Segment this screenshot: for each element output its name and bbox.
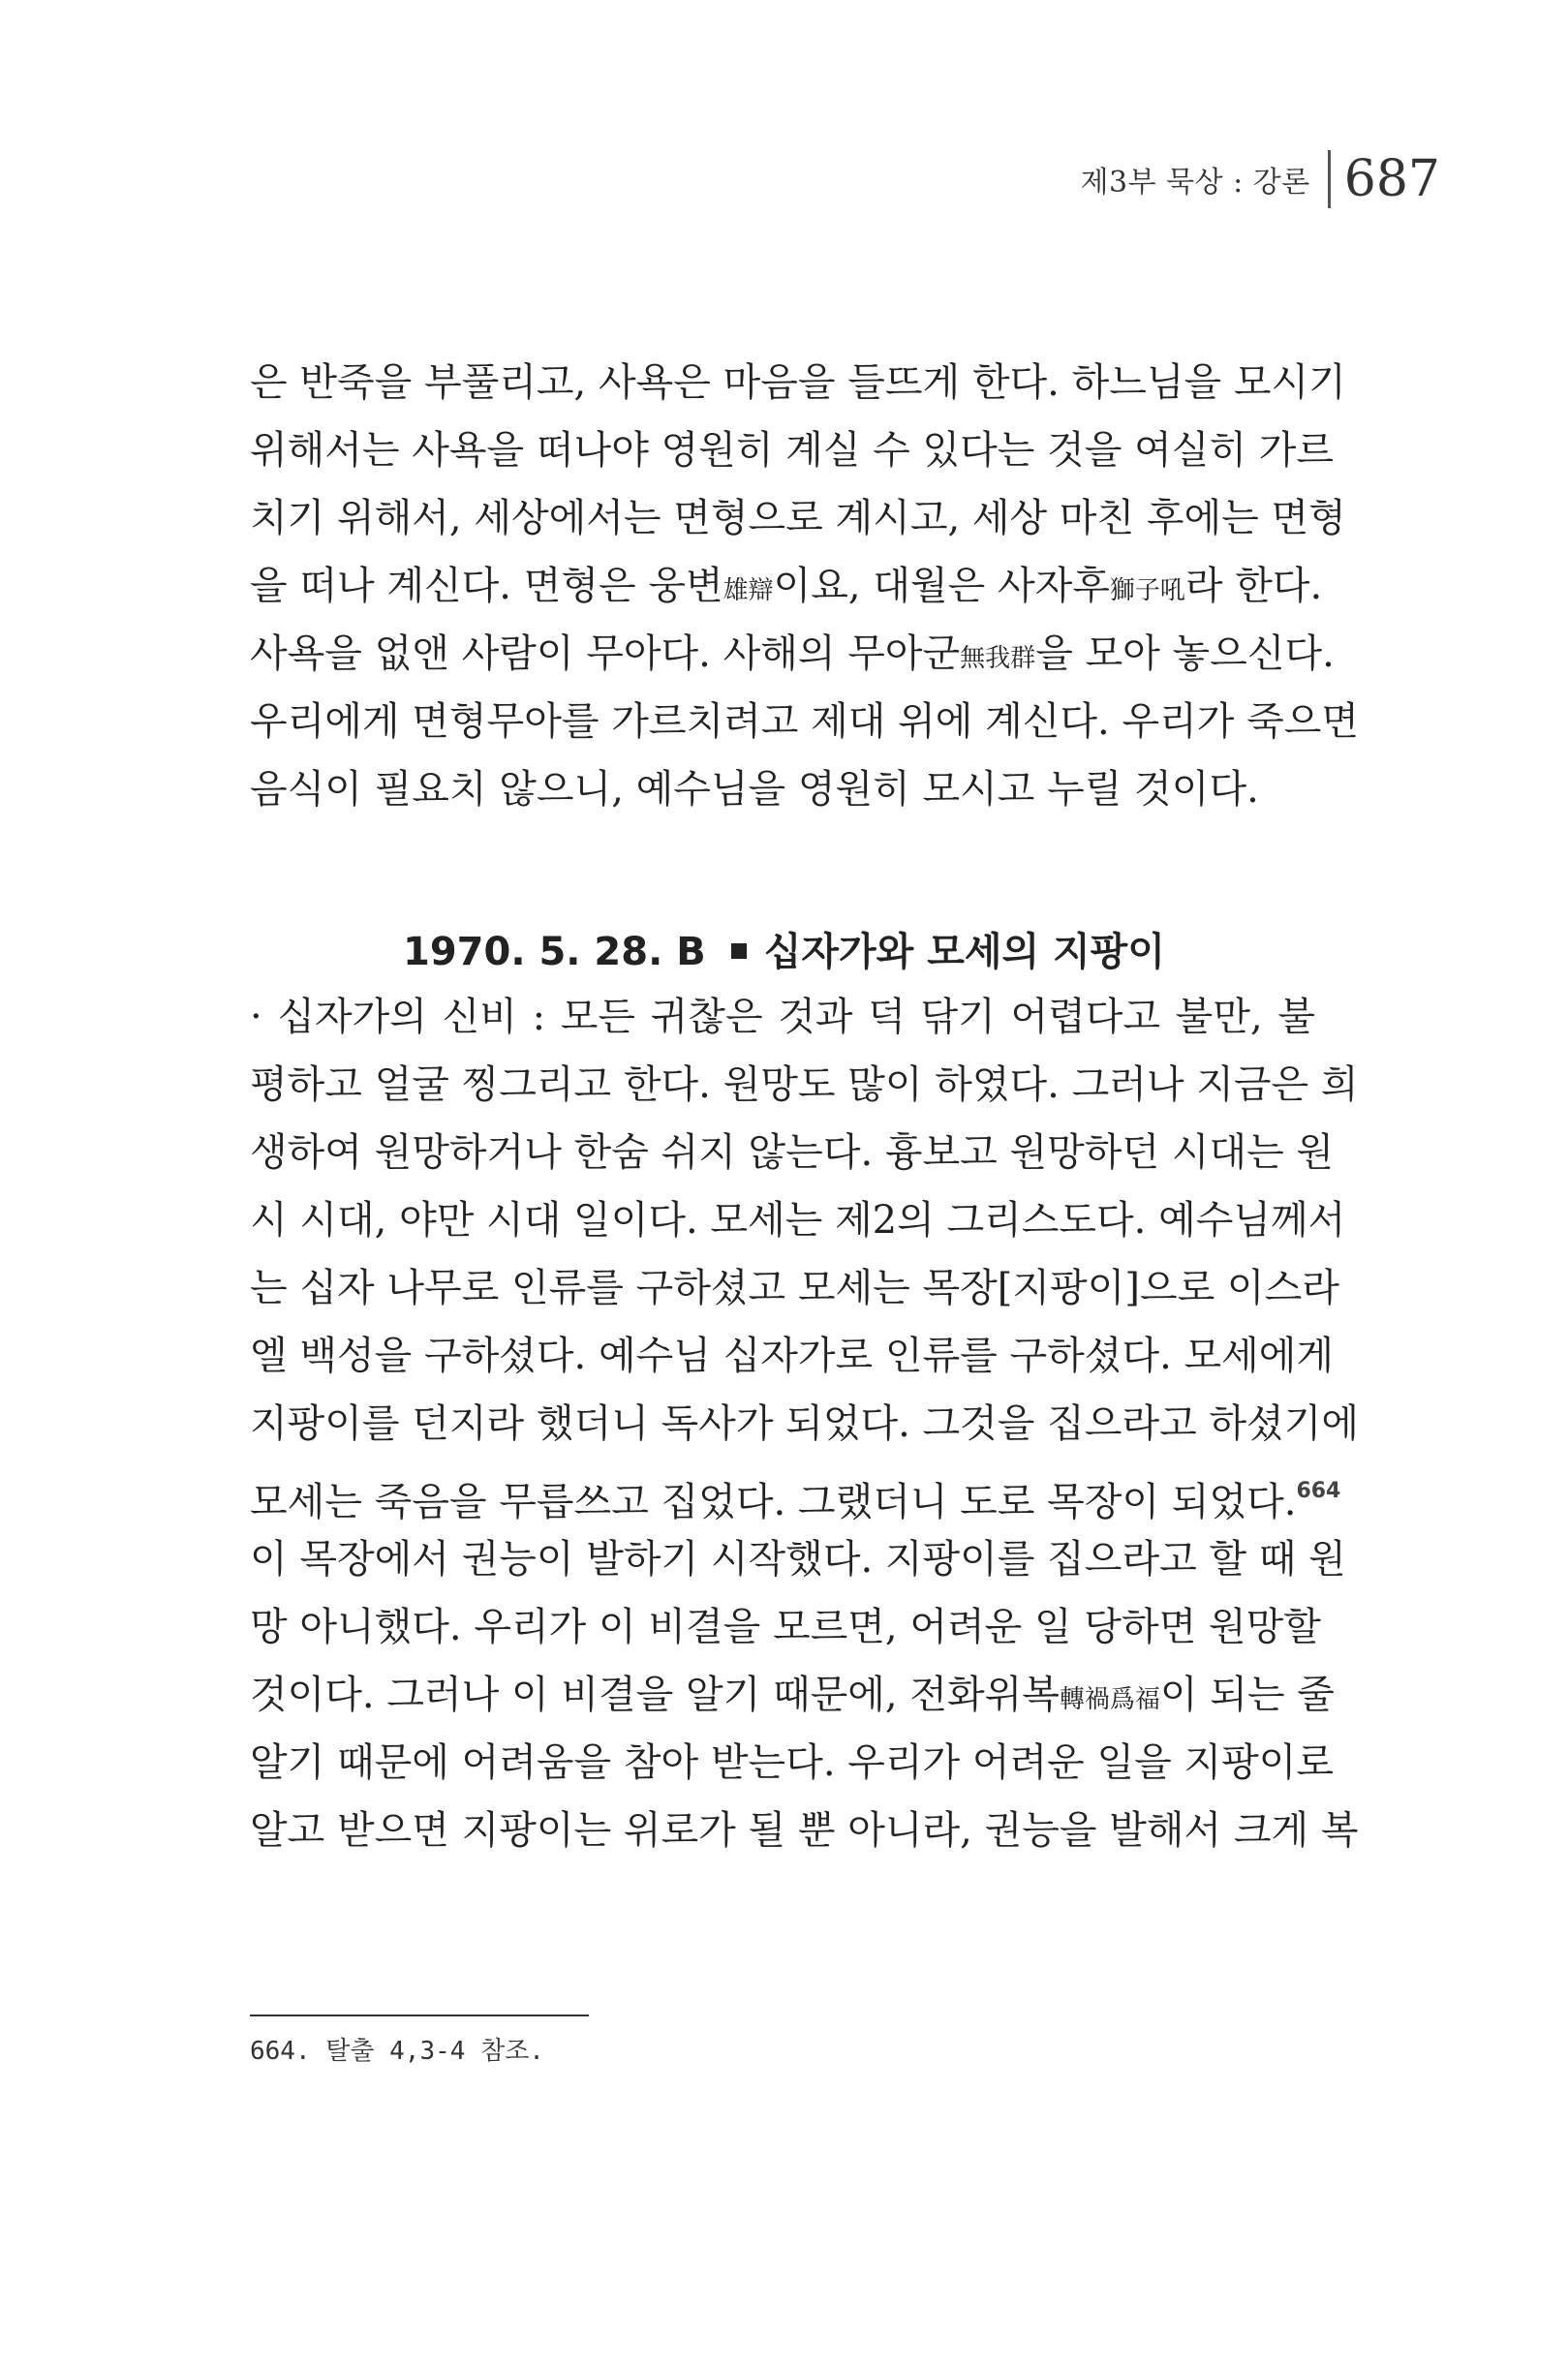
heading-title: 십자가와 모세의 지팡이	[763, 930, 1165, 974]
text-line: 위해서는 사욕을 떠나야 영원히 계실 수 있다는 것을 여실히 가르	[250, 428, 1335, 473]
sermon-paragraph	[250, 983, 1359, 1864]
text-line: 망 아니했다. 우리가 이 비결을 모르면, 어려운 일 당하면 원망할	[250, 1605, 1321, 1649]
text-line: 생하여 원망하거나 한숨 쉬지 않는다. 흉보고 원망하던 시대는 원	[250, 1130, 1335, 1175]
header-divider	[1328, 150, 1331, 208]
footnote-divider	[250, 2014, 589, 2016]
text-line: 시 시대, 야만 시대 일이다. 모세는 제2의 그리스도다. 예수님께서	[250, 1198, 1346, 1243]
hanja-gloss: 轉禍爲福	[1059, 1685, 1160, 1714]
hanja-gloss: 獅子吼	[1109, 576, 1185, 605]
paragraph-continued	[250, 349, 1359, 823]
text-line: 알고 받으면 지팡이는 위로가 될 뿐 아니라, 권능을 발해서 크게 복	[250, 1808, 1359, 1853]
text-line: 은 반죽을 부풀리고, 사욕은 마음을 들뜨게 한다. 하느님을 모시기	[250, 360, 1346, 405]
square-bullet-icon	[731, 943, 747, 959]
text-line: 알기 때문에 어려움을 참아 받는다. 우리가 어려운 일을 지팡이로	[250, 1740, 1335, 1785]
running-head	[1081, 145, 1440, 213]
text-line: 사욕을 없앤 사람이 무아다. 사해의 무아군無我群을 모아 놓으신다.	[250, 631, 1335, 676]
text-line: · 십자가의 신비 : 모든 귀찮은 것과 덕 닦기 어렵다고 불만, 불	[250, 995, 1315, 1039]
text-line: 평하고 얼굴 찡그리고 한다. 원망도 많이 하였다. 그러나 지금은 희	[250, 1062, 1359, 1107]
text-line: 엘 백성을 구하셨다. 예수님 십자가로 인류를 구하셨다. 모세에게	[250, 1334, 1335, 1378]
text-line: 지팡이를 던지라 했더니 독사가 되었다. 그것을 집으라고 하셨기에	[250, 1401, 1359, 1446]
heading-date: 1970. 5. 28. B	[403, 930, 706, 974]
text-line: 는 십자 나무로 인류를 구하셨고 모세는 목장[지팡이]으로 이스라	[250, 1266, 1339, 1310]
text-line: 모세는 죽음을 무릅쓰고 집었다. 그랬더니 도로 목장이 되었다.$^{664}$	[250, 1479, 1341, 1524]
text-line: 치기 위해서, 세상에서는 면형으로 계시고, 세상 마친 후에는 면형	[250, 496, 1346, 540]
text-line: 이 목장에서 권능이 발하기 시작했다. 지팡이를 집으라고 할 때 원	[250, 1537, 1346, 1582]
hanja-gloss: 雄辯	[723, 576, 774, 605]
section-heading	[0, 918, 1568, 986]
footnote-ref[interactable]: 664	[1296, 1479, 1341, 1503]
page-number: 687	[1343, 150, 1440, 208]
text-line: 을 떠나 계신다. 면형은 웅변雄辯이요, 대월은 사자후獅子吼라 한다.	[250, 564, 1323, 608]
hanja-gloss: 無我群	[960, 644, 1036, 673]
text-line: 음식이 필요치 않으니, 예수님을 영원히 모시고 누릴 것이다.	[250, 767, 1259, 812]
text-line: 것이다. 그러나 이 비결을 알기 때문에, 전화위복轉禍爲福이 되는 줄	[250, 1673, 1335, 1717]
footnote: 664. 탈출 4,3-4 참조.	[250, 2037, 544, 2066]
text-line: 우리에게 면형무아를 가르치려고 제대 위에 계신다. 우리가 죽으면	[250, 699, 1359, 744]
section-title: 제3부 묵상 : 강론	[1080, 166, 1310, 200]
